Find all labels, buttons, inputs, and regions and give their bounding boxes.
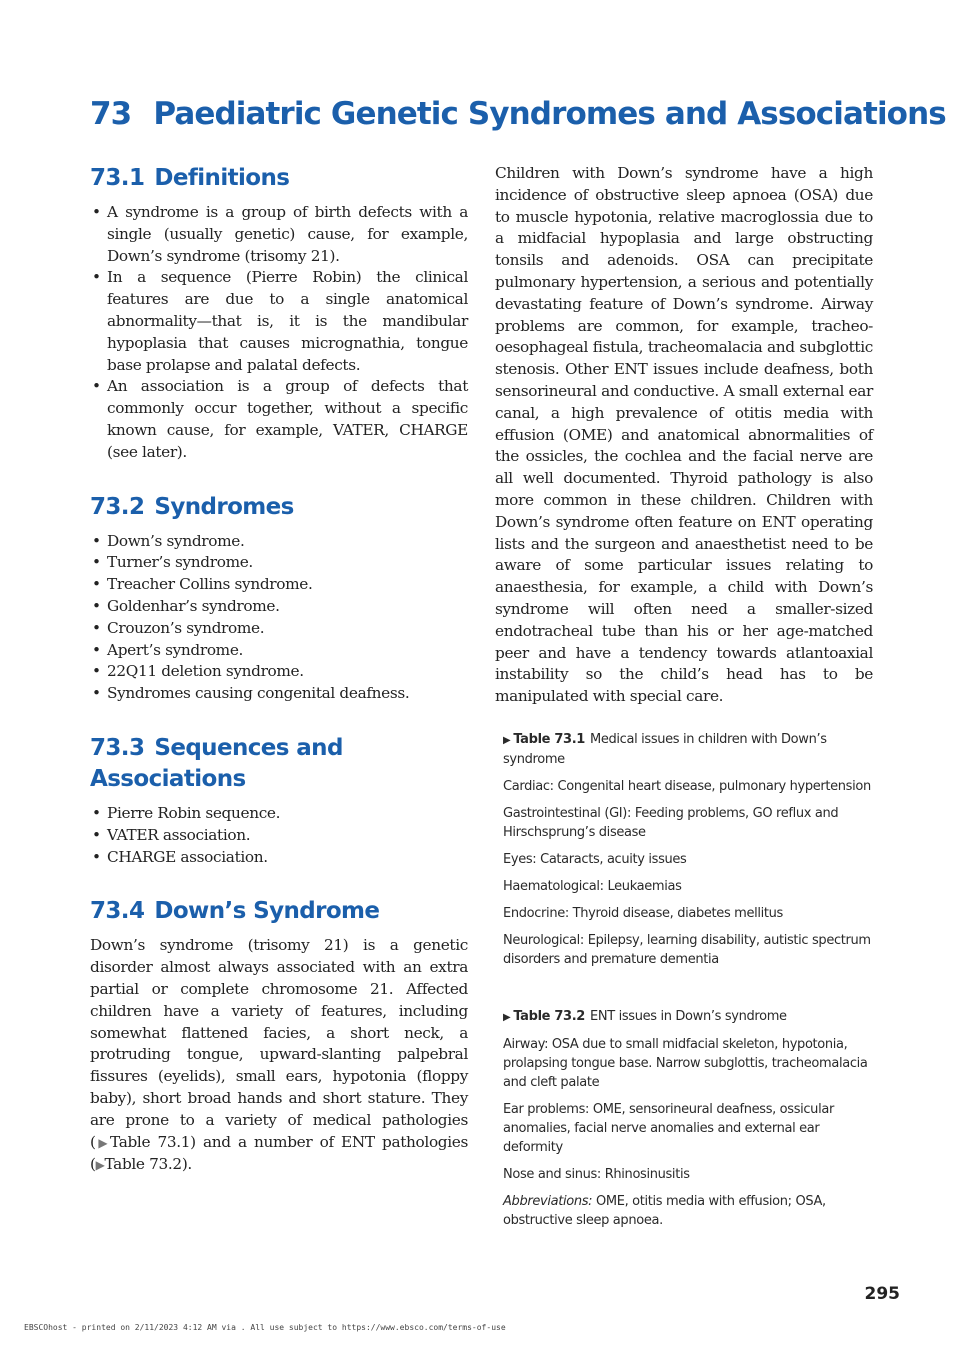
section-number: 73.3 xyxy=(90,734,145,761)
table-caption: ▶ Table 73.1 Medical issues in children with Down’s syndrome xyxy=(503,731,827,767)
section-heading-sequences xyxy=(90,733,468,795)
section-title: Sequences and xyxy=(154,734,343,761)
list-item: • 22Q11 deletion syndrome. xyxy=(90,661,468,683)
table-73-1 xyxy=(495,730,873,969)
table-row: Cardiac: Congenital heart disease, pulmonary hypertension xyxy=(503,778,871,794)
right-column xyxy=(495,163,873,1230)
definitions-list xyxy=(90,202,468,464)
chapter-title-text: Paediatric Genetic Syndromes and Associations xyxy=(153,96,946,132)
list-item: • Crouzon’s syndrome. xyxy=(90,618,468,640)
section-number: 73.1 xyxy=(90,165,145,191)
section-number: 73.4 xyxy=(90,898,145,925)
list-item: • Syndromes causing congenital deafness. xyxy=(90,683,468,705)
table-ref-arrow-icon: ▶ xyxy=(95,1135,111,1150)
list-item: • In a sequence (Pierre Robin) the clinical features are due to a single anatomical abnormality—that is, it is the mandibular hypoplasia that causes micrognathia, tongue base prolapse and palatal defects. xyxy=(90,267,468,376)
section-title-line2: Associations xyxy=(90,765,246,792)
list-item: • An association is a group of defects that commonly occur together, without a specific known cause, for example, VATER, CHARGE (see later). xyxy=(90,376,468,463)
list-item: • Treacher Collins syndrome. xyxy=(90,574,468,596)
sequences-list xyxy=(90,803,468,868)
table-row: Ear problems: OME, sensorineural deafness, ossicular anomalies, facial nerve anomalies and external ear deformity xyxy=(503,1101,834,1155)
downs-paragraph-1: Down’s syndrome (trisomy 21) is a genetic disorder almost always associated with an extra partial or complete chromosome 21. Affected children have a variety of features, including somewhat flattened facies, a short neck, a protruding tongue, upward-slanting palpebral fissures (eyelids), small ears, hypotonia (floppy baby), short broad hands and short stature. They are prone to a variety of medical pathologies (▶Table 73.1) and a number of ENT pathologies (▶Table 73.2). xyxy=(90,936,468,1174)
section-title: Down’s Syndrome xyxy=(154,898,380,925)
table-ref-link[interactable]: Table 73.2 xyxy=(104,1155,182,1174)
list-item: • CHARGE association. xyxy=(90,847,468,869)
table-caption: ▶ Table 73.2 ENT issues in Down’s syndrome xyxy=(503,1008,787,1024)
table-row: Nose and sinus: Rhinosinusitis xyxy=(503,1166,690,1182)
section-heading-downs xyxy=(90,896,468,927)
downs-paragraph-2-part2: Children with Down’s syndrome have a high incidence of obstructive sleep apnoea (OSA) due to muscle hypotonia, relative macroglossia due to a midfacial hypoplasia and large obstructing tonsils and adenoids. OSA can precipitate pulmonary hypertension, a serious and potentially devastating feature of Down’s syndrome. Airway problems are common, for example, tracheo-oesophageal fistula, tracheomalacia and subglottic stenosis. Other ENT issues include deafness, both sensorineural and conductive. A small external ear canal, a high prevalence of otitis media with effusion (OME) and anatomical abnormalities of the ossicles, the cochlea and the facial nerve are all well documented. Thyroid pathology is also more common in these children. Children with Down’s syndrome often feature on ENT operating lists and the surgeon and anaesthetist need to be aware of some particular issues relating to anaesthesia, for example, a child with Down’s syndrome will often need a smaller-sized endotracheal tube than his or her age-matched peer and have a tendency towards atlantoaxial instability so the child’s head has to be manipulated with special care. xyxy=(495,164,873,706)
table-row: Neurological: Epilepsy, learning disability, autistic spectrum disorders and premature dementia xyxy=(503,932,871,967)
chapter-number: 73 xyxy=(90,96,132,132)
list-item: • VATER association. xyxy=(90,825,468,847)
list-item: • Turner’s syndrome. xyxy=(90,552,468,574)
table-73-2 xyxy=(495,1007,873,1230)
table-ref-arrow-icon: ▶ xyxy=(95,1158,105,1173)
table-row: Eyes: Cataracts, acuity issues xyxy=(503,851,687,867)
left-column xyxy=(90,163,468,1177)
table-row: Haematological: Leukaemias xyxy=(503,878,682,894)
table-row: Gastrointestinal (GI): Feeding problems, GO reflux and Hirschsprung’s disease xyxy=(503,805,839,840)
chapter-title xyxy=(90,96,946,132)
section-title: Definitions xyxy=(154,165,290,191)
triangle-icon: ▶ xyxy=(503,1011,511,1023)
section-heading-definitions xyxy=(90,163,468,194)
list-item: • Goldenhar’s syndrome. xyxy=(90,596,468,618)
table-ref-link[interactable]: Table 73.1 xyxy=(110,1132,191,1151)
table-footnote: Abbreviations: OME, otitis media with effusion; OSA, obstructive sleep apnoea. xyxy=(503,1193,826,1228)
list-item: • Pierre Robin sequence. xyxy=(90,803,468,825)
table-row: Endocrine: Thyroid disease, diabetes mellitus xyxy=(503,905,783,921)
list-item: • Apert’s syndrome. xyxy=(90,640,468,662)
section-number: 73.2 xyxy=(90,493,145,520)
table-row: Airway: OSA due to small midfacial skeleton, hypotonia, prolapsing tongue base. Narrow subglottis, tracheomalacia and cleft palate xyxy=(503,1036,868,1090)
footer-note: EBSCOhost - printed on 2/11/2023 4:12 AM via . All use subject to https://www.ebsco.com/terms-of-use xyxy=(24,1323,506,1332)
triangle-icon: ▶ xyxy=(503,734,511,746)
list-item: • A syndrome is a group of birth defects with a single (usually genetic) cause, for example, Down’s syndrome (trisomy 21). xyxy=(90,202,468,267)
list-item: • Down’s syndrome. xyxy=(90,531,468,553)
section-heading-syndromes xyxy=(90,492,468,523)
section-title: Syndromes xyxy=(154,493,294,520)
syndromes-list xyxy=(90,531,468,705)
page-number: 295 xyxy=(864,1284,900,1304)
